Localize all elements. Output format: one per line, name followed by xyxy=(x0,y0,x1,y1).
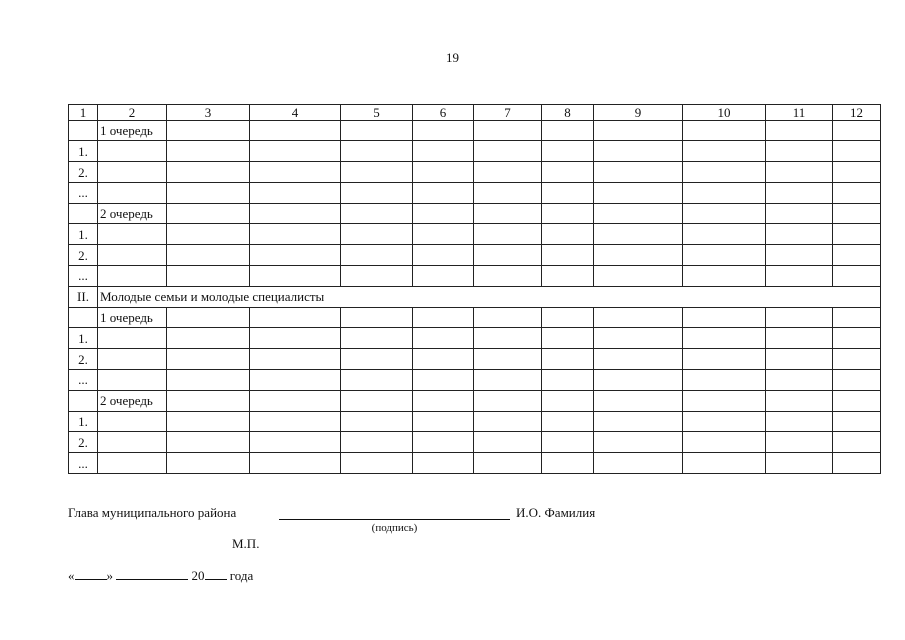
data-cell[interactable] xyxy=(250,369,341,390)
data-cell[interactable] xyxy=(683,182,766,203)
data-cell[interactable] xyxy=(683,390,766,411)
data-cell[interactable] xyxy=(594,307,683,328)
data-cell[interactable] xyxy=(167,203,250,224)
data-cell[interactable] xyxy=(474,245,542,266)
table-row xyxy=(69,203,881,224)
data-cell[interactable] xyxy=(167,266,250,287)
data-cell[interactable] xyxy=(683,453,766,474)
data-cell[interactable] xyxy=(766,120,833,141)
data-cell[interactable] xyxy=(594,266,683,287)
table-header-cell: 12 xyxy=(833,105,881,121)
data-cell[interactable] xyxy=(766,224,833,245)
data-cell[interactable] xyxy=(833,141,881,162)
data-cell[interactable] xyxy=(683,203,766,224)
row-label-cell: 1 очередь xyxy=(98,120,167,141)
data-cell[interactable] xyxy=(833,369,881,390)
table-header-cell: 5 xyxy=(341,105,413,121)
data-cell[interactable] xyxy=(413,369,474,390)
data-cell[interactable] xyxy=(341,369,413,390)
data-cell[interactable] xyxy=(474,307,542,328)
table-row xyxy=(69,162,881,183)
data-cell[interactable] xyxy=(833,224,881,245)
data-cell[interactable] xyxy=(683,307,766,328)
data-cell[interactable] xyxy=(683,266,766,287)
data-cell[interactable] xyxy=(766,453,833,474)
row-number-cell: 1. xyxy=(69,224,98,245)
row-number-cell xyxy=(69,120,98,141)
data-cell[interactable] xyxy=(413,141,474,162)
data-cell[interactable] xyxy=(167,141,250,162)
data-cell[interactable] xyxy=(766,411,833,432)
data-cell[interactable] xyxy=(250,453,341,474)
data-cell[interactable] xyxy=(250,432,341,453)
data-cell[interactable] xyxy=(542,141,594,162)
data-cell[interactable] xyxy=(594,162,683,183)
data-cell[interactable] xyxy=(542,224,594,245)
data-cell[interactable] xyxy=(542,411,594,432)
table-row xyxy=(69,453,881,474)
data-cell[interactable] xyxy=(833,411,881,432)
data-cell[interactable] xyxy=(341,432,413,453)
data-cell[interactable] xyxy=(766,349,833,370)
data-cell[interactable] xyxy=(250,390,341,411)
data-cell[interactable] xyxy=(542,390,594,411)
table-header-row xyxy=(69,105,881,121)
data-cell[interactable] xyxy=(167,328,250,349)
data-cell[interactable] xyxy=(542,369,594,390)
official-name: И.О. Фамилия xyxy=(516,505,596,520)
data-cell[interactable] xyxy=(766,245,833,266)
data-cell[interactable] xyxy=(341,182,413,203)
table-header-cell: 11 xyxy=(766,105,833,121)
data-cell[interactable] xyxy=(833,266,881,287)
data-cell[interactable] xyxy=(766,203,833,224)
data-cell[interactable] xyxy=(341,224,413,245)
data-cell[interactable] xyxy=(594,453,683,474)
data-cell[interactable] xyxy=(683,162,766,183)
row-number-cell: 2. xyxy=(69,245,98,266)
table-row xyxy=(69,432,881,453)
row-label-cell: 1 очередь xyxy=(98,307,167,328)
row-label-cell xyxy=(98,369,167,390)
data-cell[interactable] xyxy=(474,328,542,349)
data-cell[interactable] xyxy=(474,120,542,141)
data-cell[interactable] xyxy=(413,120,474,141)
data-cell[interactable] xyxy=(542,162,594,183)
data-cell[interactable] xyxy=(250,245,341,266)
date-year-blank[interactable] xyxy=(205,567,227,580)
data-cell[interactable] xyxy=(474,411,542,432)
data-cell[interactable] xyxy=(167,245,250,266)
data-cell[interactable] xyxy=(474,266,542,287)
table-row xyxy=(69,120,881,141)
date-line xyxy=(68,567,253,584)
data-cell[interactable] xyxy=(341,328,413,349)
data-cell[interactable] xyxy=(683,369,766,390)
data-cell[interactable] xyxy=(474,162,542,183)
data-cell[interactable] xyxy=(833,349,881,370)
row-label-cell xyxy=(98,141,167,162)
table-header-cell: 8 xyxy=(542,105,594,121)
data-cell[interactable] xyxy=(413,328,474,349)
data-cell[interactable] xyxy=(474,390,542,411)
head-label: Глава муниципального района xyxy=(68,505,237,520)
table-row xyxy=(69,369,881,390)
data-cell[interactable] xyxy=(766,162,833,183)
row-number-cell: ... xyxy=(69,369,98,390)
table-row xyxy=(69,141,881,162)
data-cell[interactable] xyxy=(542,328,594,349)
table-row xyxy=(69,182,881,203)
data-cell[interactable] xyxy=(413,224,474,245)
page-number: 19 xyxy=(446,50,459,65)
data-cell[interactable] xyxy=(341,245,413,266)
data-cell[interactable] xyxy=(594,349,683,370)
signature-caption: (подпись) xyxy=(371,522,418,534)
data-cell[interactable] xyxy=(341,120,413,141)
data-cell[interactable] xyxy=(594,182,683,203)
row-label-cell xyxy=(98,349,167,370)
date-suffix: года xyxy=(229,568,254,583)
row-label-cell: 2 очередь xyxy=(98,203,167,224)
table-row xyxy=(69,411,881,432)
data-cell[interactable] xyxy=(833,453,881,474)
table-header-cell: 9 xyxy=(594,105,683,121)
row-number-cell: 2. xyxy=(69,162,98,183)
data-cell[interactable] xyxy=(413,349,474,370)
data-cell[interactable] xyxy=(413,182,474,203)
row-number-cell: 2. xyxy=(69,349,98,370)
row-number-cell: ... xyxy=(69,182,98,203)
data-cell[interactable] xyxy=(542,203,594,224)
data-cell[interactable] xyxy=(542,182,594,203)
data-cell[interactable] xyxy=(833,120,881,141)
data-cell[interactable] xyxy=(250,349,341,370)
data-cell[interactable] xyxy=(413,162,474,183)
data-cell[interactable] xyxy=(474,182,542,203)
data-cell[interactable] xyxy=(474,224,542,245)
data-cell[interactable] xyxy=(413,453,474,474)
data-cell[interactable] xyxy=(542,266,594,287)
data-cell[interactable] xyxy=(683,224,766,245)
section-row xyxy=(69,286,881,307)
signature-line[interactable] xyxy=(279,519,510,520)
table-header-cell: 6 xyxy=(413,105,474,121)
data-cell[interactable] xyxy=(594,390,683,411)
table-row xyxy=(69,307,881,328)
data-cell[interactable] xyxy=(542,453,594,474)
data-cell[interactable] xyxy=(683,120,766,141)
data-cell[interactable] xyxy=(542,120,594,141)
data-cell[interactable] xyxy=(341,453,413,474)
data-cell[interactable] xyxy=(474,369,542,390)
date-day-blank[interactable] xyxy=(75,567,107,580)
row-label-cell xyxy=(98,245,167,266)
table-header-cell: 7 xyxy=(474,105,542,121)
data-cell[interactable] xyxy=(341,411,413,432)
row-number-cell: ... xyxy=(69,266,98,287)
data-cell[interactable] xyxy=(683,141,766,162)
data-cell[interactable] xyxy=(167,432,250,453)
data-cell[interactable] xyxy=(250,141,341,162)
data-cell[interactable] xyxy=(474,349,542,370)
row-label-cell xyxy=(98,453,167,474)
date-close-quote: » xyxy=(106,568,113,583)
data-cell[interactable] xyxy=(833,162,881,183)
row-label-cell xyxy=(98,182,167,203)
data-cell[interactable] xyxy=(683,411,766,432)
data-cell[interactable] xyxy=(766,182,833,203)
row-label-cell xyxy=(98,328,167,349)
row-number-cell: 1. xyxy=(69,141,98,162)
data-cell[interactable] xyxy=(413,390,474,411)
data-cell[interactable] xyxy=(341,266,413,287)
table-header-cell: 10 xyxy=(683,105,766,121)
date-month-blank[interactable] xyxy=(116,567,188,580)
row-label-cell xyxy=(98,162,167,183)
data-cell[interactable] xyxy=(542,307,594,328)
table-header-cell: 2 xyxy=(98,105,167,121)
data-cell[interactable] xyxy=(167,453,250,474)
table-header-cell: 1 xyxy=(69,105,98,121)
table-row xyxy=(69,328,881,349)
data-cell[interactable] xyxy=(167,120,250,141)
data-cell[interactable] xyxy=(833,432,881,453)
data-cell[interactable] xyxy=(413,307,474,328)
data-cell[interactable] xyxy=(474,203,542,224)
data-cell[interactable] xyxy=(341,307,413,328)
data-cell[interactable] xyxy=(250,328,341,349)
data-cell[interactable] xyxy=(594,369,683,390)
data-cell[interactable] xyxy=(341,390,413,411)
row-label-cell xyxy=(98,411,167,432)
row-label-cell: 2 очередь xyxy=(98,390,167,411)
data-cell[interactable] xyxy=(833,203,881,224)
row-number-cell: II. xyxy=(69,286,98,307)
data-cell[interactable] xyxy=(250,411,341,432)
table-row xyxy=(69,224,881,245)
table-row xyxy=(69,390,881,411)
data-cell[interactable] xyxy=(542,349,594,370)
data-cell[interactable] xyxy=(167,307,250,328)
data-cell[interactable] xyxy=(683,245,766,266)
table-row xyxy=(69,245,881,266)
data-cell[interactable] xyxy=(766,432,833,453)
data-cell[interactable] xyxy=(594,328,683,349)
data-cell[interactable] xyxy=(167,224,250,245)
data-cell[interactable] xyxy=(167,182,250,203)
data-cell[interactable] xyxy=(341,162,413,183)
data-cell[interactable] xyxy=(594,120,683,141)
row-number-cell: 1. xyxy=(69,328,98,349)
date-open-quote: « xyxy=(68,568,75,583)
row-label-cell xyxy=(98,266,167,287)
row-number-cell: 1. xyxy=(69,411,98,432)
data-cell[interactable] xyxy=(413,411,474,432)
data-cell[interactable] xyxy=(474,432,542,453)
data-cell[interactable] xyxy=(766,141,833,162)
data-cell[interactable] xyxy=(341,141,413,162)
data-cell[interactable] xyxy=(250,224,341,245)
data-table xyxy=(68,104,881,474)
row-label-cell xyxy=(98,224,167,245)
data-cell[interactable] xyxy=(413,432,474,453)
data-cell[interactable] xyxy=(250,266,341,287)
data-cell[interactable] xyxy=(167,369,250,390)
data-cell[interactable] xyxy=(833,328,881,349)
data-cell[interactable] xyxy=(167,162,250,183)
table-header-cell: 4 xyxy=(250,105,341,121)
data-cell[interactable] xyxy=(250,307,341,328)
data-cell[interactable] xyxy=(594,203,683,224)
row-number-cell xyxy=(69,203,98,224)
data-cell[interactable] xyxy=(413,245,474,266)
data-cell[interactable] xyxy=(474,453,542,474)
data-cell[interactable] xyxy=(542,245,594,266)
data-cell[interactable] xyxy=(167,390,250,411)
data-cell[interactable] xyxy=(594,245,683,266)
data-cell[interactable] xyxy=(833,390,881,411)
data-cell[interactable] xyxy=(542,432,594,453)
table-header-cell: 3 xyxy=(167,105,250,121)
row-number-cell: ... xyxy=(69,453,98,474)
data-cell[interactable] xyxy=(594,224,683,245)
row-number-cell xyxy=(69,390,98,411)
data-cell[interactable] xyxy=(167,349,250,370)
data-cell[interactable] xyxy=(833,182,881,203)
data-cell[interactable] xyxy=(167,411,250,432)
data-cell[interactable] xyxy=(833,245,881,266)
data-cell[interactable] xyxy=(766,266,833,287)
date-year-prefix: 20 xyxy=(191,568,205,583)
data-cell[interactable] xyxy=(250,120,341,141)
data-cell[interactable] xyxy=(594,432,683,453)
data-cell[interactable] xyxy=(413,266,474,287)
row-label-cell xyxy=(98,432,167,453)
data-cell[interactable] xyxy=(594,141,683,162)
table-row xyxy=(69,349,881,370)
table-row xyxy=(69,266,881,287)
data-cell[interactable] xyxy=(683,328,766,349)
data-cell[interactable] xyxy=(766,307,833,328)
data-cell[interactable] xyxy=(474,141,542,162)
data-cell[interactable] xyxy=(683,349,766,370)
data-cell[interactable] xyxy=(766,369,833,390)
data-cell[interactable] xyxy=(766,390,833,411)
row-number-cell: 2. xyxy=(69,432,98,453)
data-cell[interactable] xyxy=(833,307,881,328)
data-cell[interactable] xyxy=(594,411,683,432)
data-cell[interactable] xyxy=(341,203,413,224)
data-cell[interactable] xyxy=(766,328,833,349)
data-cell[interactable] xyxy=(250,162,341,183)
row-number-cell xyxy=(69,307,98,328)
data-cell[interactable] xyxy=(250,182,341,203)
data-cell[interactable] xyxy=(341,349,413,370)
data-cell[interactable] xyxy=(683,432,766,453)
data-cell[interactable] xyxy=(413,203,474,224)
stamp-label: М.П. xyxy=(232,536,260,551)
section-title-cell: Молодые семьи и молодые специалисты xyxy=(98,286,881,307)
data-cell[interactable] xyxy=(250,203,341,224)
